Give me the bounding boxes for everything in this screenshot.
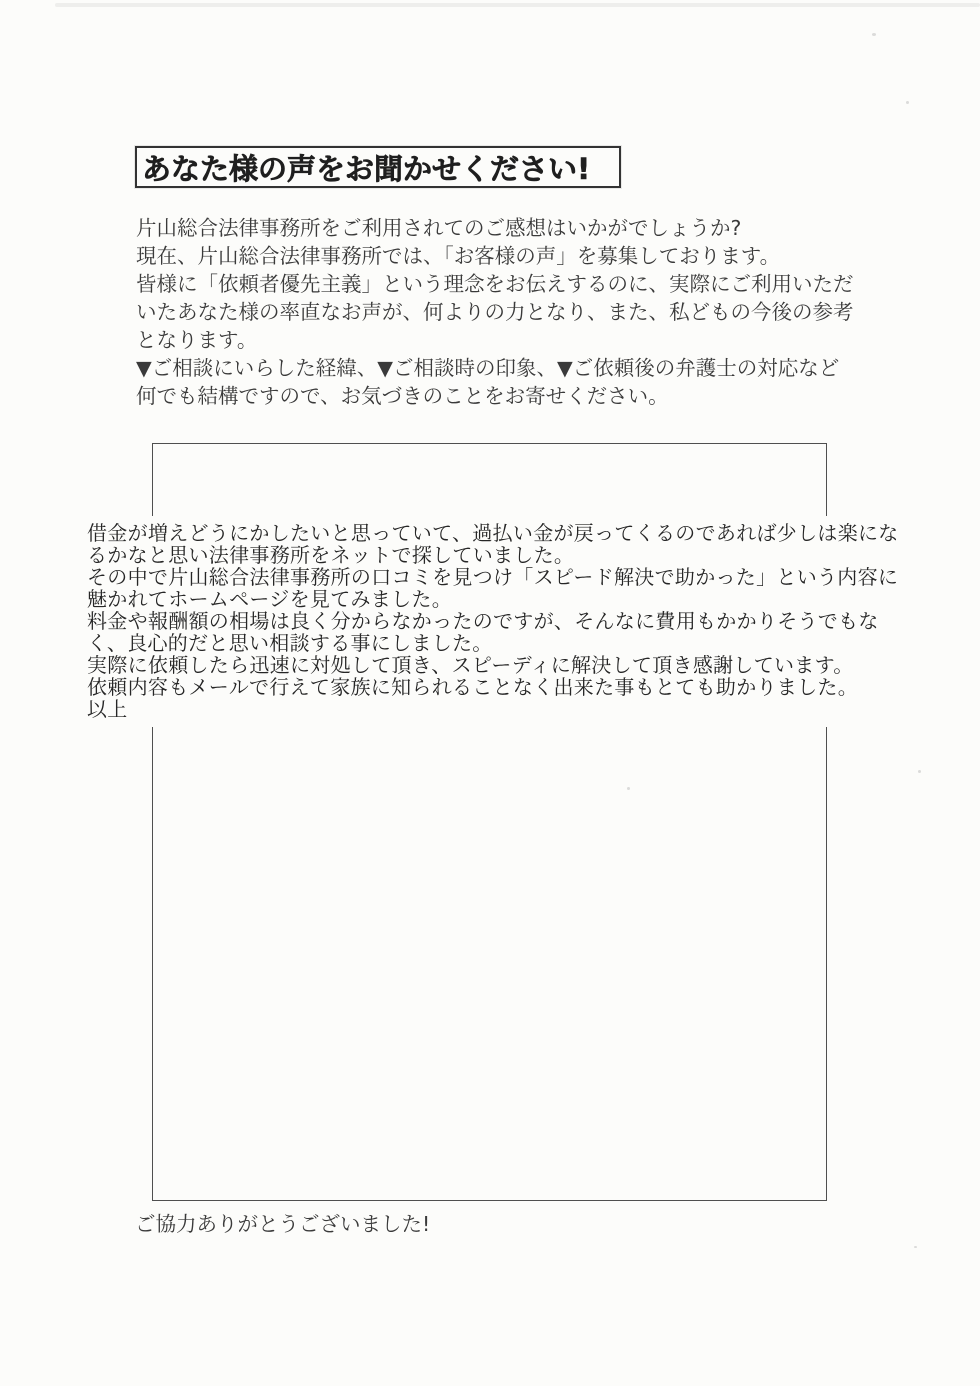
scan-edge-artifact — [55, 3, 980, 7]
feedback-line: 借金が増えどうにかしたいと思っていて、過払い金が戻ってくるのであれば少しは楽にな — [87, 521, 899, 545]
feedback-line: 魅かれてホームページを見てみました。 — [87, 587, 452, 611]
intro-line: となります。 — [136, 328, 258, 352]
intro-line: ▼ご相談にいらした経緯、▼ご相談時の印象、▼ご依頼後の弁護士の対応など — [136, 356, 840, 380]
intro-line: 現在、片山総合法律事務所では、「お客様の声」を募集しております。 — [136, 244, 781, 268]
intro-line: いたあなた様の率直なお声が、何よりの力となり、また、私どもの今後の参考 — [136, 300, 854, 324]
customer-feedback-text — [87, 516, 904, 727]
feedback-line: 以上 — [87, 697, 128, 721]
closing-message: ご協力ありがとうございました! — [135, 1212, 431, 1236]
feedback-line: その中で片山総合法律事務所の口コミを見つけ「スピード解決で助かった」という内容に — [87, 565, 899, 589]
scan-speck — [914, 1246, 917, 1248]
intro-paragraph — [136, 214, 906, 410]
title-box — [135, 146, 621, 188]
feedback-line: 依頼内容もメールで行えて家族に知られることなく出来た事もとても助かりました。 — [87, 675, 858, 699]
scan-speck — [906, 101, 909, 104]
scan-speck — [872, 33, 876, 36]
feedback-line: く、良心的だと思い相談する事にしました。 — [87, 631, 493, 655]
feedback-line: 料金や報酬額の相場は良く分からなかったのですが、そんなに費用もかかりそうでもな — [87, 609, 879, 633]
intro-line: 何でも結構ですので、お気づきのことをお寄せください。 — [136, 384, 669, 408]
intro-line: 皆様に「依頼者優先主義」という理念をお伝えするのに、実際にご利用いただ — [136, 272, 854, 296]
feedback-line: 実際に依頼したら迅速に対処して頂き、スピーディに解決して頂き感謝しています。 — [87, 653, 854, 677]
page-title: あなた様の声をお聞かせください! — [142, 151, 591, 186]
feedback-line: るかなと思い法律事務所をネットで探していました。 — [87, 543, 575, 567]
intro-line: 片山総合法律事務所をご利用されてのご感想はいかがでしょうか? — [136, 216, 742, 240]
scan-speck — [918, 770, 921, 773]
